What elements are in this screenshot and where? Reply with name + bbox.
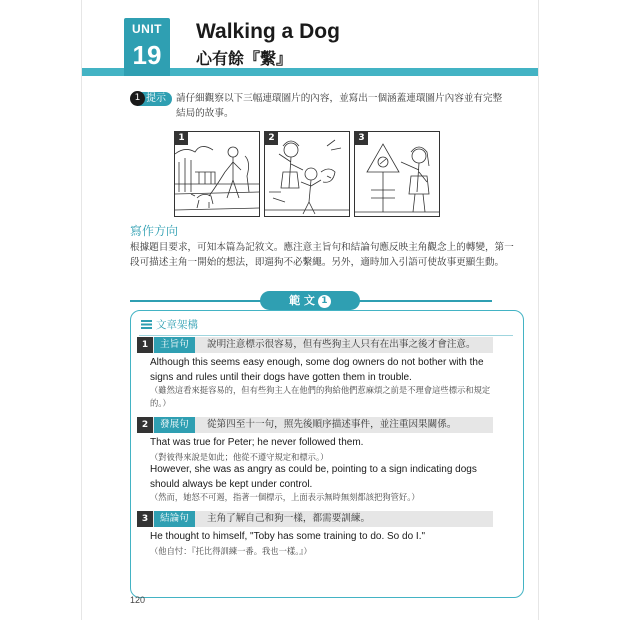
- sample-essay-tab: [260, 291, 360, 310]
- english-sentence: He thought to himself, "Toby has some training to do. So do I.": [150, 531, 426, 542]
- comic-panel-number: 1: [175, 132, 188, 145]
- english-sentence: However, she was as angry as could be, pointing to a sign indicating dogs should always be kept under control.: [150, 464, 477, 490]
- sample-tab-label: 範 文: [289, 294, 315, 307]
- section-description: 說明注意標示很容易，但有些狗主人只有在出事之後才會注意。: [207, 339, 476, 350]
- section-description: 從第四至十一句，照先後順序描述事件，並注重因果關係。: [207, 419, 457, 430]
- essay-structure-title: [141, 317, 198, 332]
- hint-label: 提示: [146, 93, 166, 104]
- unit-label: UNIT: [132, 22, 162, 36]
- unit-title-chinese: 心有餘『繫』: [196, 49, 293, 68]
- unit-badge: [124, 18, 170, 76]
- section-number: 2: [137, 417, 153, 433]
- comic-panel-2: [264, 131, 350, 217]
- section-tag: 主旨句: [154, 337, 195, 353]
- section-number: 3: [137, 511, 153, 527]
- essay-structure-label: 文章架構: [156, 319, 198, 331]
- hint-text: 請仔細觀察以下三幅連環圖片的內容，並寫出一個涵蓋連環圖片內容並有完整結局的故事。: [176, 93, 503, 119]
- section-tag: 發展句: [154, 417, 195, 433]
- chinese-translation: （對彼得來說是如此；他從不遵守規定和標示。）: [150, 452, 329, 462]
- section-header-supporting-sentences: [137, 417, 493, 433]
- english-sentence: That was true for Peter; he never followed them.: [150, 437, 364, 448]
- chinese-translation: （然而，她怒不可遏，指著一個標示，上面表示無時無刻都該把狗管好。）: [150, 492, 420, 502]
- section-header-topic-sentence: [137, 337, 493, 353]
- essay-structure-box: [130, 310, 524, 598]
- page-number: 120: [130, 595, 146, 605]
- divider: [139, 335, 513, 336]
- unit-header: [82, 0, 538, 76]
- textbook-page: [82, 0, 538, 620]
- unit-number: 19: [132, 40, 162, 70]
- chinese-translation: （他自忖：『托比得訓練一番。我也一樣。』）: [150, 546, 312, 556]
- writing-direction-heading: 寫作方向: [130, 224, 179, 238]
- writing-direction-text: 根據題目要求，可知本篇為記敘文。應注意主旨句和結論句應反映主角觀念上的轉變，第一段可描述主角一開始的想法，即遛狗不必繫繩。另外，適時加入引語可使故事更顯生動。: [130, 242, 514, 268]
- english-sentence: Although this seems easy enough, some dog owners do not bother with the signs and rules until their dogs have gotten them in trouble.: [150, 357, 484, 383]
- comic-panel-number: 3: [355, 132, 368, 145]
- hint-badge: [132, 92, 172, 106]
- hint-number-icon: 1: [130, 91, 145, 106]
- section-description: 主角了解自己和狗一樣，都需要訓練。: [207, 513, 371, 524]
- comic-panel-1: [174, 131, 260, 217]
- section-header-concluding-sentence: [137, 511, 493, 527]
- unit-title-english: Walking a Dog: [196, 20, 340, 43]
- comic-panel-3: [354, 131, 440, 217]
- comic-panel-number: 2: [265, 132, 278, 145]
- section-tag: 結論句: [154, 511, 195, 527]
- list-icon: [141, 320, 152, 329]
- sample-number-icon: 1: [318, 295, 331, 308]
- section-number: 1: [137, 337, 153, 353]
- chinese-translation: （雖然這看來挺容易的，但有些狗主人在他們的狗給他們惹麻煩之前是不理會這些標示和規定的。）: [150, 385, 491, 408]
